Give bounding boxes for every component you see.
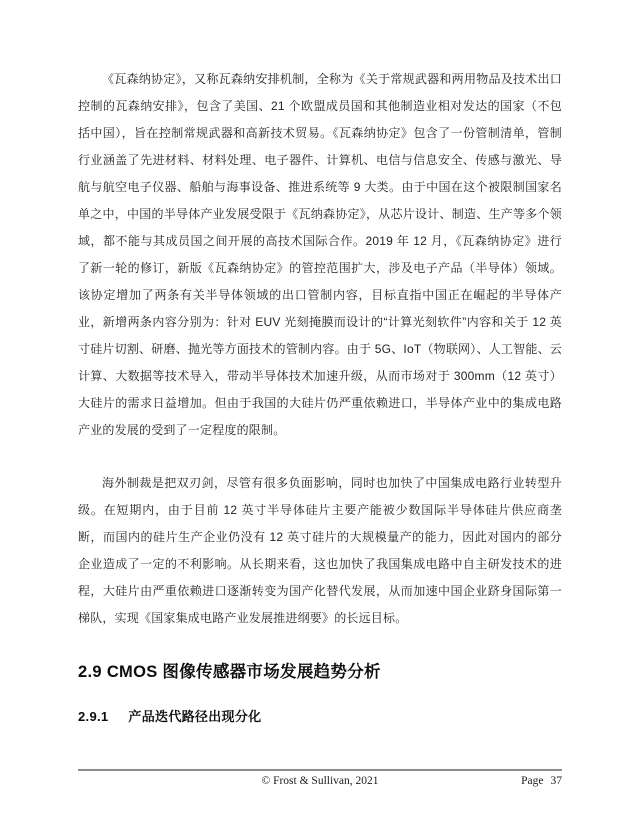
section-heading-number: 2.9: [78, 663, 102, 681]
page-number-label: Page: [521, 775, 544, 787]
subsection-heading-title: 产品迭代路径出现分化: [128, 709, 262, 724]
body-paragraph-2: 海外制裁是把双刃剑，尽管有很多负面影响，同时也加快了中国集成电路行业转型升级。在短期内，由于目前 12 英寸半导体硅片主要产能被少数国际半导体硅片供应商垄断，而国内的硅片生产企业仍没有 12 英寸硅片的大规模量产的能力，因此对国内的部分企业造成了一定的不利影响。从长期来看，这也加快了我国集成电路中自主研发技术的进程，大硅片由严重依赖进口逐渐转变为国产化替代发展，从而加速中国企业跻身国际第一梯队，实现《国家集成电路产业发展推进纲要》的长远目标。: [78, 476, 562, 625]
section-heading: [78, 658, 562, 682]
body-paragraph-1: 《瓦森纳协定》，又称瓦森纳安排机制，全称为《关于常规武器和两用物品及技术出口控制的瓦森纳安排》，包含了美国、21 个欧盟成员国和其他制造业相对发达的国家（不包括中国），旨在控制常规武器和高新技术贸易。《瓦森纳协定》包含了一份管制清单，管制行业涵盖了先进材料、材料处理、电子器件、计算机、电信与信息安全、传感与激光、导航与航空电子仪器、船舶与海事设备、推进系统等 9 大类。由于中国在这个被限制国家名单之中，中国的半导体产业发展受限于《瓦纳森协定》，从芯片设计、制造、生产等多个领域，都不能与其成员国之间开展的高技术国际合作。2019 年 12 月，《瓦森纳协定》进行了新一轮的修订，新版《瓦森纳协定》的管控范围扩大，涉及电子产品（半导体）领域。该协定增加了两条有关半导体领域的出口管制内容，目标直指中国正在崛起的半导体产业，新增两条内容分别为：针对 EUV 光刻掩膜而设计的“计算光刻软件”内容和关于 12 英寸硅片切割、研磨、抛光等方面技术的管制内容。由于 5G、IoT（物联网）、人工智能、云计算、大数据等技术导入，带动半导体技术加速升级，从而市场对于 300mm（12 英寸）大硅片的需求日益增加。但由于我国的大硅片仍严重依赖进口，半导体产业中的集成电路产业的发展的受到了一定程度的限制。: [78, 72, 562, 437]
page-body: [78, 66, 562, 725]
page-number-value: 37: [550, 775, 562, 787]
page-footer: [78, 769, 562, 787]
subsection-heading-number: 2.9.1: [78, 709, 109, 724]
page-number: [521, 775, 562, 787]
subsection-heading: [78, 706, 562, 725]
section-heading-title: CMOS 图像传感器市场发展趋势分析: [106, 663, 381, 681]
copyright-text: © Frost & Sullivan, 2021: [261, 775, 379, 787]
